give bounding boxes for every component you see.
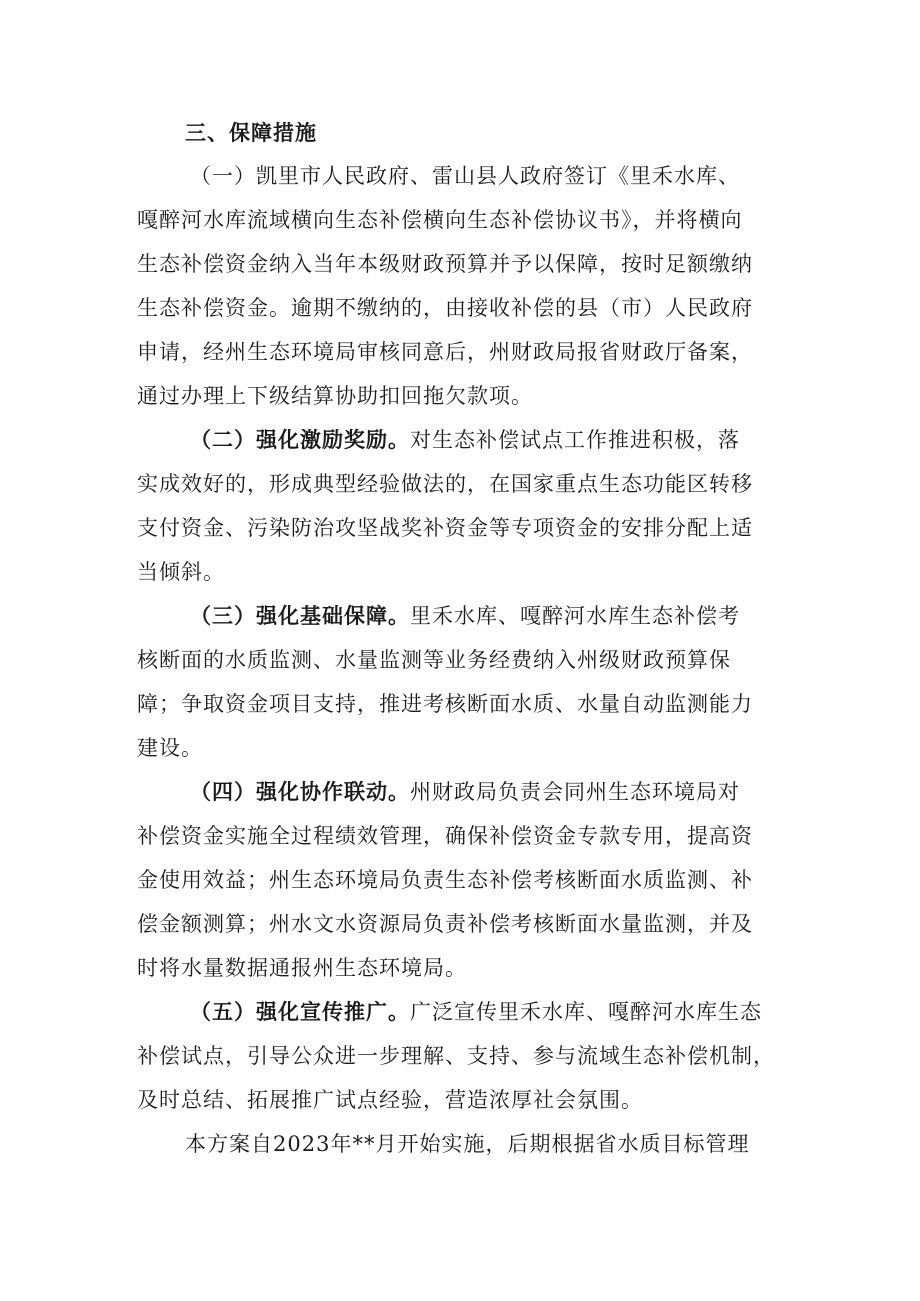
paragraph-line: （一）凯里市人民政府、雷山县人政府签订《里禾水库、 (190, 164, 740, 188)
section-title: 三、保障措施 (185, 121, 317, 145)
paragraph-line: 障；争取资金项目支持，推进考核断面水质、水量自动监测能力 (137, 692, 753, 716)
paragraph-first-line (0, 777, 920, 807)
paragraph-line: 补偿资金实施全过程绩效管理，确保补偿资金专款专用，提高资 (137, 824, 753, 848)
paragraph-text: 广泛宣传里禾水库、嘎醉河水库生态 (410, 1000, 762, 1024)
paragraph-line: 偿金额测算；州水文水资源局负责补偿考核断面水量监测，并及 (137, 912, 753, 936)
paragraph-line: 实成效好的，形成典型经验做法的，在国家重点生态功能区转移 (137, 472, 753, 496)
paragraph-line: 通过办理上下级结算协助扣回拖欠款项。 (137, 384, 533, 408)
paragraph-line: 生态补偿资金纳入当年本级财政预算并予以保障，按时足额缴纳 (137, 252, 753, 276)
paragraph-line: 核断面的水质监测、水量监测等业务经费纳入州级财政预算保 (137, 648, 731, 672)
paragraph-heading: （三）强化基础保障。 (190, 604, 410, 628)
paragraph-heading: （四）强化协作联动。 (190, 780, 410, 804)
paragraph-first-line (0, 997, 920, 1027)
paragraph-line: 时将水量数据通报州生态环境局。 (137, 956, 467, 980)
paragraph-line: 及时总结、拓展推广试点经验，营造浓厚社会氛围。 (137, 1088, 643, 1112)
closing-line: 本方案自2023年**月开始实施，后期根据省水质目标管理 (185, 1132, 750, 1156)
paragraph-line: 支付资金、污染防治攻坚战奖补资金等专项资金的安排分配上适 (137, 516, 753, 540)
paragraph-heading: （二）强化激励奖励。 (190, 428, 410, 452)
paragraph-line: 生态补偿资金。逾期不缴纳的，由接收补偿的县（市）人民政府 (137, 296, 753, 320)
paragraph-text: 对生态补偿试点工作推进积极，落 (410, 428, 740, 452)
paragraph-line: 嘎醉河水库流域横向生态补偿横向生态补偿协议书》，并将横向 (137, 208, 743, 232)
paragraph-line: 补偿试点，引导公众进一步理解、支持、参与流域生态补偿机制， (137, 1044, 775, 1068)
paragraph-first-line (0, 601, 920, 631)
paragraph-line: 金使用效益；州生态环境局负责生态补偿考核断面水质监测、补 (137, 868, 753, 892)
paragraph-text: 州财政局负责会同州生态环境局对 (410, 780, 740, 804)
paragraph-line: 建设。 (137, 736, 203, 760)
paragraph-first-line (0, 425, 920, 455)
paragraph-text: 里禾水库、嘎醉河水库生态补偿考 (410, 604, 740, 628)
paragraph-line: 当倾斜。 (137, 560, 225, 584)
paragraph-heading: （五）强化宣传推广。 (190, 1000, 410, 1024)
paragraph-line: 申请，经州生态环境局审核同意后，州财政局报省财政厅备案， (137, 340, 753, 364)
